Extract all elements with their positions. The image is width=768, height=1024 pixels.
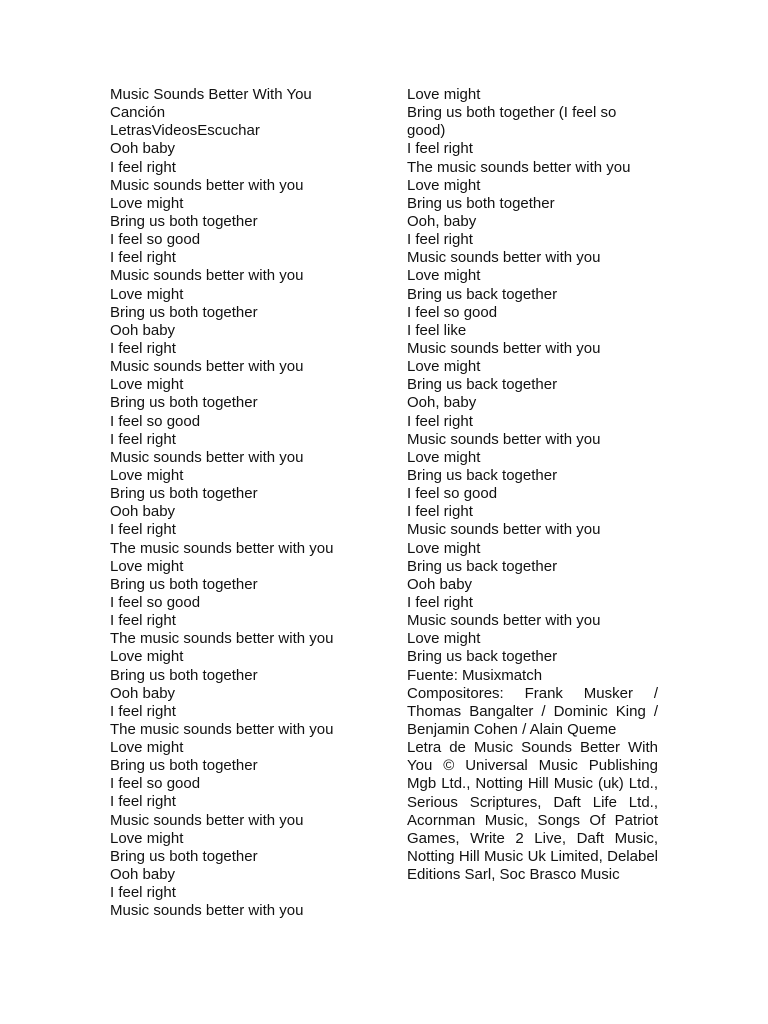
lyric-line: I feel right (110, 430, 176, 448)
lyric-line: Music sounds better with you (407, 339, 601, 357)
lyric-line: Ooh baby (110, 866, 176, 884)
lyric-line: Love might (407, 358, 481, 376)
lyric-line: Love might (110, 466, 184, 484)
lyric-line: I feel right (110, 793, 176, 811)
lyric-line: Love might (407, 267, 481, 285)
lyric-line: Love might (110, 648, 184, 666)
left-lyrics-column (110, 86, 380, 920)
lyric-line: Music sounds better with you (110, 176, 304, 194)
lyric-line: I feel so good (110, 775, 201, 793)
lyric-line: Ooh baby (110, 503, 176, 521)
lyric-line: Bring us back together (407, 466, 558, 484)
lyric-line: Music sounds better with you (110, 902, 304, 920)
lyric-line: I feel right (407, 593, 473, 611)
lyric-line: Music sounds better with you (407, 430, 601, 448)
lyric-line: Love might (110, 194, 184, 212)
lyric-line: Bring us both together (110, 757, 258, 775)
lyric-line: Ooh, baby (407, 212, 477, 230)
lyric-line: I feel right (407, 412, 473, 430)
lyric-line: Bring us both together (110, 847, 258, 865)
lyric-line: The music sounds better with you (110, 630, 334, 648)
lyric-line: Music sounds better with you (407, 521, 601, 539)
lyric-line: Love might (407, 630, 481, 648)
lyric-line: Music sounds better with you (407, 249, 601, 267)
lyric-line: good) (407, 122, 446, 140)
lyric-line: Love might (110, 285, 184, 303)
copyright-notice: Letra de Music Sounds Better With You © Universal Music Publishing Mgb Ltd., Notting Hill Music (uk) Ltd., Serious Scriptures, Daft Life Ltd., Acornman Music, Songs Of Patriot Games, Write 2 Live, Daft Music, Notting Hill Music Uk Limited, Delabel Editions Sarl, Soc Brasco Music (407, 739, 658, 884)
lyric-line: I feel right (110, 884, 176, 902)
lyric-line: Love might (407, 448, 481, 466)
lyric-line: Bring us both together (110, 575, 258, 593)
lyric-line: Fuente: Musixmatch (407, 666, 543, 684)
lyric-line: I feel right (110, 249, 176, 267)
lyric-line: I feel so good (110, 412, 201, 430)
lyric-line: The music sounds better with you (110, 539, 334, 557)
lyric-line: Bring us both together (110, 212, 258, 230)
lyric-line: Ooh, baby (407, 394, 477, 412)
lyric-line: The music sounds better with you (110, 720, 334, 738)
lyric-line: Ooh baby (110, 684, 176, 702)
lyric-line: Music sounds better with you (110, 358, 304, 376)
lyric-line: Ooh baby (110, 140, 176, 158)
lyric-line: Music Sounds Better With You (110, 86, 312, 103)
lyric-line: Bring us both together (I feel so (407, 104, 617, 122)
lyric-line: Music sounds better with you (110, 267, 304, 285)
lyric-line: I feel so good (407, 485, 498, 503)
lyric-line: Music sounds better with you (110, 811, 304, 829)
right-lyrics-column (407, 86, 658, 884)
lyric-line: Bring us back together (407, 285, 558, 303)
lyric-line: Bring us back together (407, 648, 558, 666)
lyric-line: Love might (110, 557, 184, 575)
lyric-line: Music sounds better with you (407, 612, 601, 630)
lyric-line: Love might (407, 539, 481, 557)
lyric-line: LetrasVideosEscuchar (110, 122, 260, 140)
lyric-line: I feel right (110, 158, 176, 176)
lyric-line: Bring us both together (110, 394, 258, 412)
lyric-line: I feel right (407, 503, 473, 521)
lyric-line: I feel right (407, 140, 473, 158)
lyric-line: I feel so good (110, 231, 201, 249)
lyric-line: I feel so good (407, 303, 498, 321)
lyric-line: Bring us both together (407, 194, 555, 212)
lyric-line: I feel right (407, 231, 473, 249)
lyric-line: Bring us both together (110, 303, 258, 321)
lyric-line: Bring us back together (407, 557, 558, 575)
lyric-line: Love might (407, 176, 481, 194)
lyric-line: Love might (110, 829, 184, 847)
lyric-line: The music sounds better with you (407, 158, 631, 176)
lyric-line: I feel right (110, 612, 176, 630)
lyric-line: Ooh baby (407, 575, 473, 593)
lyric-line: Bring us back together (407, 376, 558, 394)
lyric-line: Bring us both together (110, 666, 258, 684)
lyric-line: Love might (110, 376, 184, 394)
lyric-line: I feel right (110, 702, 176, 720)
lyric-line: Bring us both together (110, 485, 258, 503)
lyric-line: Love might (110, 739, 184, 757)
lyric-line: Music sounds better with you (110, 448, 304, 466)
lyric-line: I feel like (407, 321, 467, 339)
lyric-line: I feel so good (110, 593, 201, 611)
lyric-line: I feel right (110, 339, 176, 357)
lyric-line: I feel right (110, 521, 176, 539)
lyric-line: Love might (407, 86, 481, 103)
composers-credit: Compositores: Frank Musker / Thomas Bangalter / Dominic King / Benjamin Cohen / Alain Queme (407, 684, 658, 738)
lyric-line: Ooh baby (110, 321, 176, 339)
lyric-line: Canción (110, 104, 166, 122)
